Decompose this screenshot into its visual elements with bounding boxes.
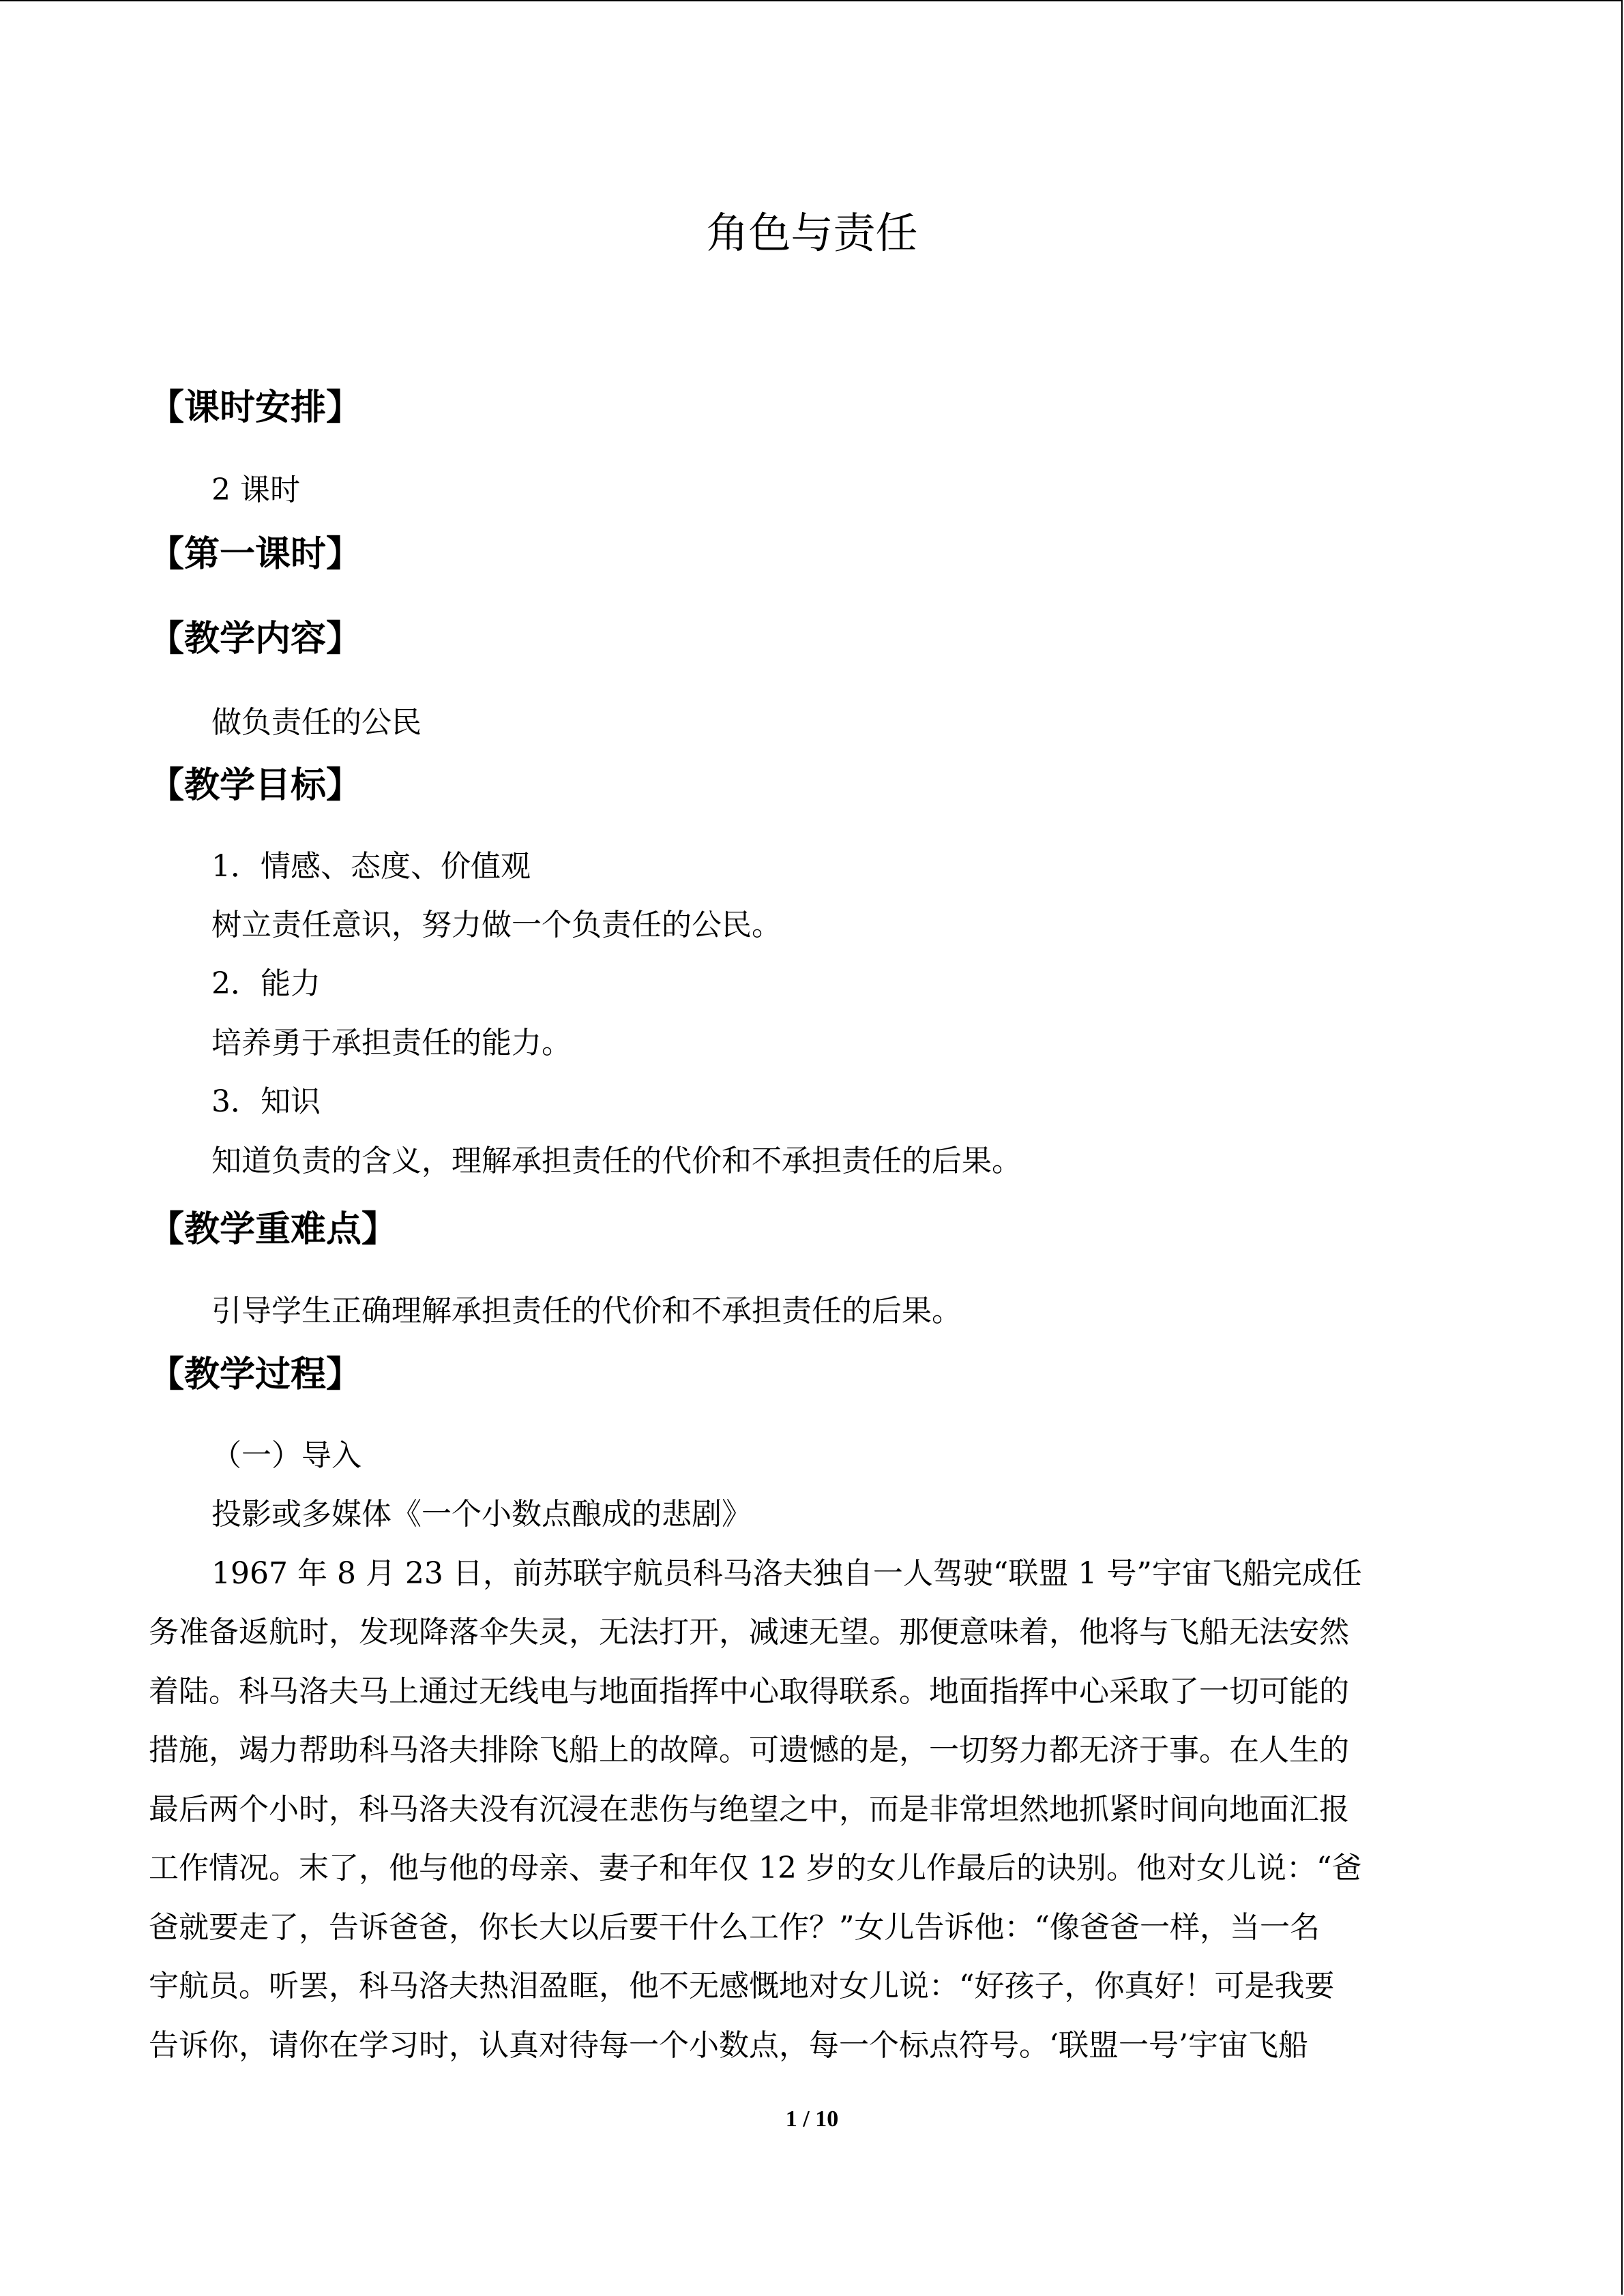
story-line: 最后两个小时，科马洛夫没有沉浸在悲伤与绝望之中，而是非常坦然地抓紧时间向地面汇报 (149, 1792, 1349, 1827)
goal-text-3: 知道负责的含义，理解承担责任的代价和不承担责任的后果。 (211, 1144, 1022, 1178)
heading-goals: 【教学目标】 (149, 765, 362, 806)
heading-key-points: 【教学重难点】 (149, 1209, 398, 1250)
story-line: 工作情况。末了，他与他的母亲、妻子和年仅 12 岁的女儿作最后的诀别。他对女儿说：“爸 (149, 1851, 1362, 1885)
goal-label-2: 2．能力 (211, 966, 321, 1001)
goal-text-1: 树立责任意识，努力做一个负责任的公民。 (211, 908, 782, 942)
story-line: 1967 年 8 月 23 日，前苏联宇航员科马洛夫独自一人驾驶“联盟 1 号”宇宙飞船完成任 (211, 1556, 1362, 1591)
story-line: 务准备返航时，发现降落伞失灵，无法打开，减速无望。那便意味着，他将与飞船无法安然 (149, 1615, 1349, 1650)
goal-label-1: 1．情感、态度、价值观 (211, 849, 531, 884)
document-title: 角色与责任 (706, 208, 918, 258)
goal-label-3: 3．知识 (211, 1084, 321, 1119)
schedule-body: 2 课时 (211, 473, 300, 507)
story-line: 宇航员。听罢，科马洛夫热泪盈眶，他不无感慨地对女儿说：“好孩子，你真好！可是我要 (149, 1969, 1335, 2003)
story-line: 措施，竭力帮助科马洛夫排除飞船上的故障。可遗憾的是，一切努力都无济于事。在人生的 (149, 1733, 1349, 1768)
process-subheading: （一）导入 (211, 1438, 361, 1473)
story-line: 着陆。科马洛夫马上通过无线电与地面指挥中心取得联系。地面指挥中心采取了一切可能的 (149, 1674, 1349, 1709)
story-line: 爸就要走了，告诉爸爸，你长大以后要干什么工作？”女儿告诉他：“像爸爸一样，当一名 (149, 1910, 1320, 1945)
story-line: 告诉你，请你在学习时，认真对待每一个小数点，每一个标点符号。‘联盟一号’宇宙飞船 (149, 2028, 1308, 2063)
heading-first-lesson: 【第一课时】 (149, 534, 362, 575)
content-body: 做负责任的公民 (211, 705, 422, 740)
heading-content: 【教学内容】 (149, 618, 362, 659)
heading-process: 【教学过程】 (149, 1354, 362, 1395)
page-number: 1 / 10 (785, 2106, 839, 2132)
heading-schedule: 【课时安排】 (149, 387, 362, 428)
goal-text-2: 培养勇于承担责任的能力。 (211, 1026, 572, 1060)
process-media: 投影或多媒体《一个小数点酿成的悲剧》 (211, 1497, 752, 1532)
key-points-body: 引导学生正确理解承担责任的代价和不承担责任的后果。 (211, 1294, 962, 1328)
